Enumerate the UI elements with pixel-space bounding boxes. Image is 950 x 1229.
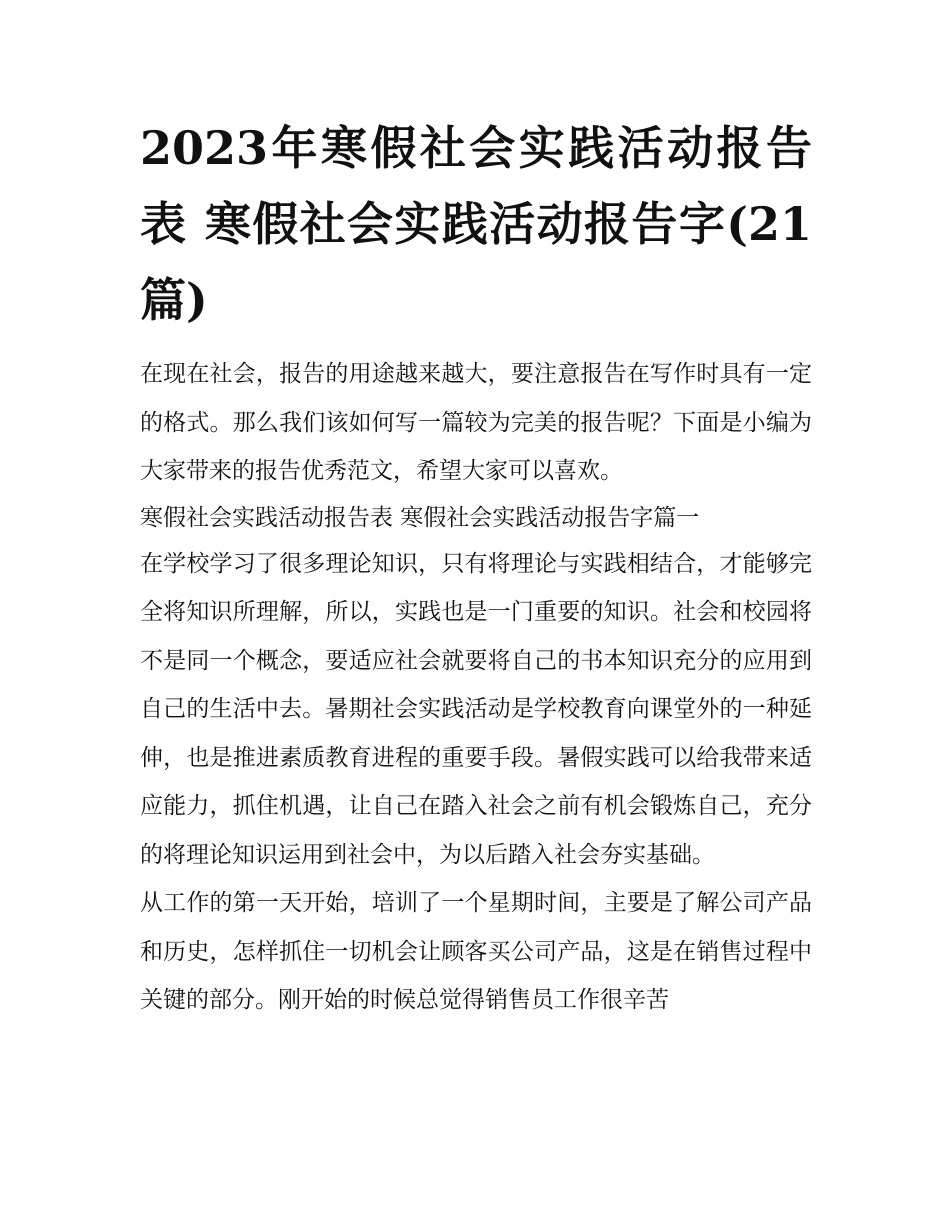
body-paragraph: 在学校学习了很多理论知识，只有将理论与实践相结合，才能够完全将知识所理解，所以，实践也是一门重要的知识。社会和校园将不是同一个概念，要适应社会就要将自己的书本知识充分的应用到自己的生活中去。暑期社会实践活动是学校教育向课堂外的一种延伸，也是推进素质教育进程的重要手段。暑假实践可以给我带来适应能力，抓住机遇，让自己在踏入社会之前有机会锻炼自己，充分的将理论知识运用到社会中，为以后踏入社会夯实基础。 [140, 550, 812, 868]
document-content [140, 110, 812, 1025]
intro-paragraph: 在现在社会，报告的用途越来越大，要注意报告在写作时具有一定的格式。那么我们该如何写一篇较为完美的报告呢？下面是小编为大家带来的报告优秀范文，希望大家可以喜欢。 [140, 361, 812, 484]
document-title: 2023年寒假社会实践活动报告表 寒假社会实践活动报告字(21篇) [140, 121, 812, 327]
document-body [140, 350, 812, 1025]
section-heading: 寒假社会实践活动报告表 寒假社会实践活动报告字篇一 [140, 504, 700, 531]
body-paragraph: 从工作的第一天开始，培训了一个星期时间，主要是了解公司产品和历史，怎样抓住一切机会让顾客买公司产品，这是在销售过程中关键的部分。刚开始的时候总觉得销售员工作很辛苦 [140, 890, 812, 1013]
